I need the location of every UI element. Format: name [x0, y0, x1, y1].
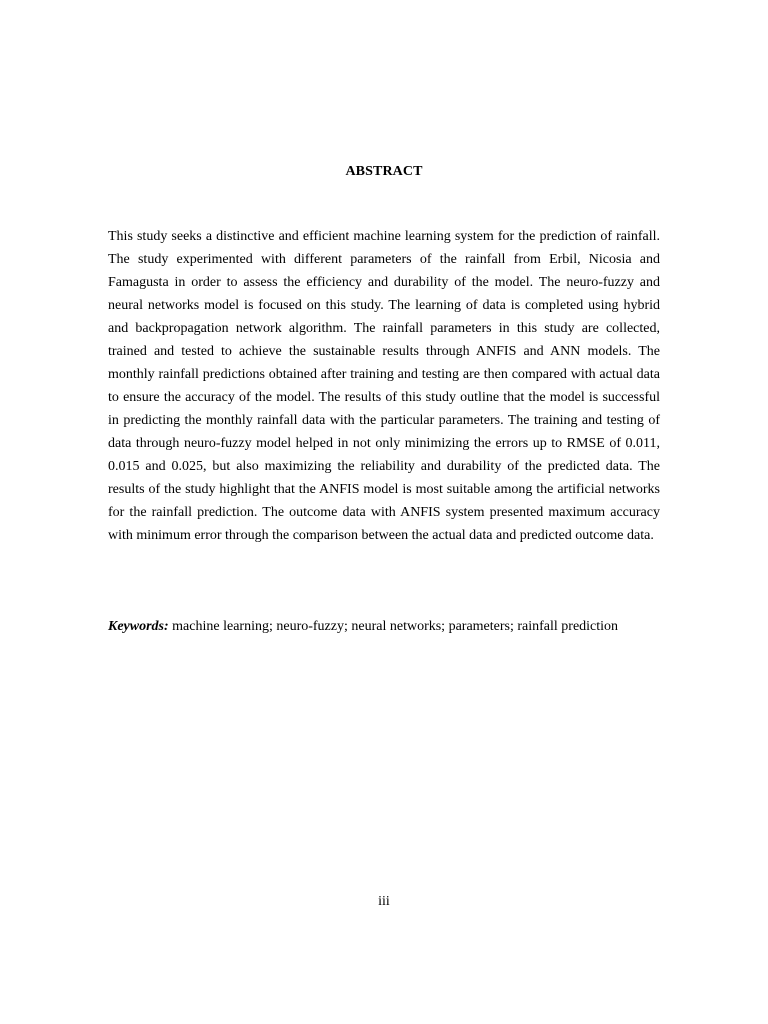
abstract-paragraph: This study seeks a distinctive and efficient machine learning system for the prediction of rainfall. The study experimented with different parameters of the rainfall from Erbil, Nicosia and Famagusta in order to assess the efficiency and durability of the model. The neuro-fuzzy and neural networks model is focused on this study. The learning of data is completed using hybrid and backpropagation network algorithm. The rainfall parameters in this study are collected, trained and tested to achieve the sustainable results through ANFIS and ANN models. The monthly rainfall predictions obtained after training and testing are then compared with actual data to ensure the accuracy of the model. The results of this study outline that the model is successful in predicting the monthly rainfall data with the particular parameters. The training and testing of data through neuro-fuzzy model helped in not only minimizing the errors up to RMSE of 0.011, 0.015 and 0.025, but also maximizing the reliability and durability of the predicted data. The results of the study highlight that the ANFIS model is most suitable among the artificial networks for the rainfall prediction. The outcome data with ANFIS system presented maximum accuracy with minimum error through the comparison between the actual data and predicted outcome data. — [108, 229, 660, 543]
abstract-heading: ABSTRACT — [345, 164, 423, 179]
keywords-list: machine learning; neuro-fuzzy; neural networks; parameters; rainfall prediction — [168, 619, 619, 634]
keywords-label: Keywords: — [108, 619, 169, 634]
page-number: iii — [378, 894, 390, 909]
keywords-line — [108, 617, 668, 637]
